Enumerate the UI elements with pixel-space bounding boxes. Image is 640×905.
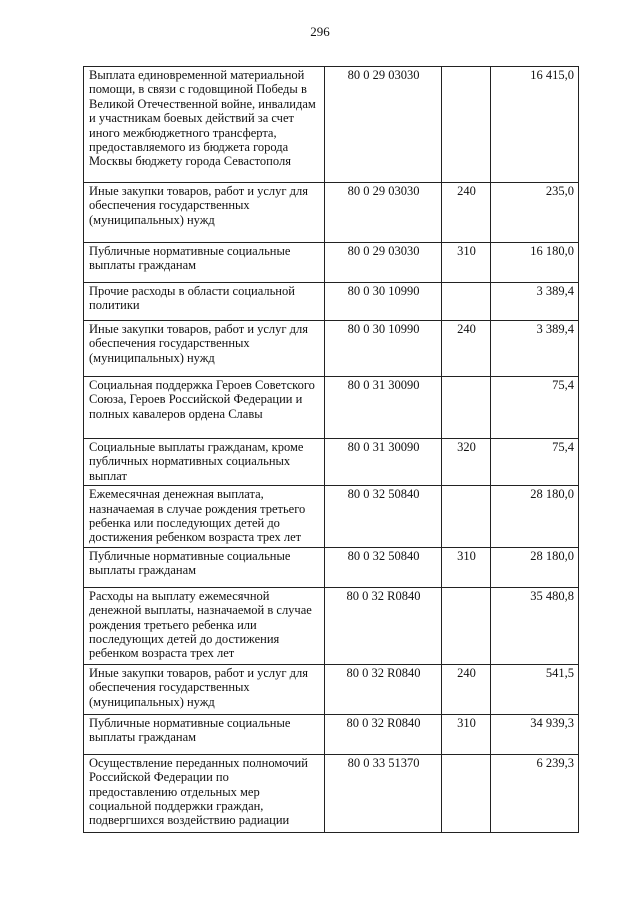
table-row	[84, 486, 579, 548]
expense-name: Иные закупки товаров, работ и услуг для обеспечения государственных (муниципальных) нужд	[84, 183, 325, 243]
target-article-code: 80 0 31 30090	[325, 439, 442, 486]
expense-type-code: 310	[442, 243, 491, 283]
expense-name: Осуществление переданных полномочий Российской Федерации по предоставлению отдельных мер социальной поддержки граждан, подвергшихся воздействию радиации	[84, 754, 325, 832]
amount: 16 180,0	[491, 243, 579, 283]
table-row	[84, 754, 579, 832]
target-article-code: 80 0 29 03030	[325, 183, 442, 243]
target-article-code: 80 0 32 R0840	[325, 587, 442, 664]
expense-name: Публичные нормативные социальные выплаты гражданам	[84, 547, 325, 587]
amount: 3 389,4	[491, 321, 579, 377]
table-row	[84, 714, 579, 754]
expense-name: Расходы на выплату ежемесячной денежной выплаты, назначаемой в случае рождения третьего ребенка или последующих детей до достижения ребенком возраста трех лет	[84, 587, 325, 664]
expense-name: Иные закупки товаров, работ и услуг для обеспечения государственных (муниципальных) нужд	[84, 321, 325, 377]
table-row	[84, 664, 579, 714]
expense-name: Прочие расходы в области социальной политики	[84, 283, 325, 321]
amount: 34 939,3	[491, 714, 579, 754]
amount: 28 180,0	[491, 547, 579, 587]
target-article-code: 80 0 32 R0840	[325, 664, 442, 714]
amount: 28 180,0	[491, 486, 579, 548]
target-article-code: 80 0 30 10990	[325, 321, 442, 377]
expense-name: Ежемесячная денежная выплата, назначаемая в случае рождения третьего ребенка или последующих детей до достижения ребенком возраста трех лет	[84, 486, 325, 548]
table-row	[84, 321, 579, 377]
expense-name: Выплата единовременной материальной помощи, в связи с годовщиной Победы в Великой Отечественной войне, инвалидам и участникам боевых действий за счет иного межбюджетного трансферта, предоставляемого из бюджета города Москвы бюджету города Севастополя	[84, 67, 325, 183]
expense-type-code	[442, 486, 491, 548]
table-row	[84, 67, 579, 183]
table-row	[84, 587, 579, 664]
target-article-code: 80 0 32 50840	[325, 486, 442, 548]
expense-type-code	[442, 283, 491, 321]
expense-name: Социальные выплаты гражданам, кроме публичных нормативных социальных выплат	[84, 439, 325, 486]
expense-type-code: 310	[442, 714, 491, 754]
expense-name: Публичные нормативные социальные выплаты гражданам	[84, 714, 325, 754]
target-article-code: 80 0 29 03030	[325, 67, 442, 183]
expense-type-code	[442, 754, 491, 832]
expense-name: Иные закупки товаров, работ и услуг для обеспечения государственных (муниципальных) нужд	[84, 664, 325, 714]
target-article-code: 80 0 32 R0840	[325, 714, 442, 754]
amount: 75,4	[491, 377, 579, 439]
expense-type-code: 240	[442, 321, 491, 377]
budget-table	[83, 66, 579, 833]
amount: 75,4	[491, 439, 579, 486]
target-article-code: 80 0 32 50840	[325, 547, 442, 587]
table-row	[84, 547, 579, 587]
expense-type-code	[442, 377, 491, 439]
expense-type-code: 240	[442, 183, 491, 243]
target-article-code: 80 0 31 30090	[325, 377, 442, 439]
page-number: 296	[310, 24, 330, 39]
amount: 541,5	[491, 664, 579, 714]
table-row	[84, 283, 579, 321]
target-article-code: 80 0 33 51370	[325, 754, 442, 832]
expense-name: Публичные нормативные социальные выплаты гражданам	[84, 243, 325, 283]
expense-type-code	[442, 67, 491, 183]
amount: 3 389,4	[491, 283, 579, 321]
table-row	[84, 439, 579, 486]
amount: 16 415,0	[491, 67, 579, 183]
target-article-code: 80 0 29 03030	[325, 243, 442, 283]
expense-name: Социальная поддержка Героев Советского Союза, Героев Российской Федерации и полных кавалеров ордена Славы	[84, 377, 325, 439]
amount: 35 480,8	[491, 587, 579, 664]
amount: 235,0	[491, 183, 579, 243]
expense-type-code: 320	[442, 439, 491, 486]
amount: 6 239,3	[491, 754, 579, 832]
table-row	[84, 243, 579, 283]
target-article-code: 80 0 30 10990	[325, 283, 442, 321]
table-row	[84, 377, 579, 439]
expense-type-code: 240	[442, 664, 491, 714]
expense-type-code	[442, 587, 491, 664]
table-row	[84, 183, 579, 243]
expense-type-code: 310	[442, 547, 491, 587]
